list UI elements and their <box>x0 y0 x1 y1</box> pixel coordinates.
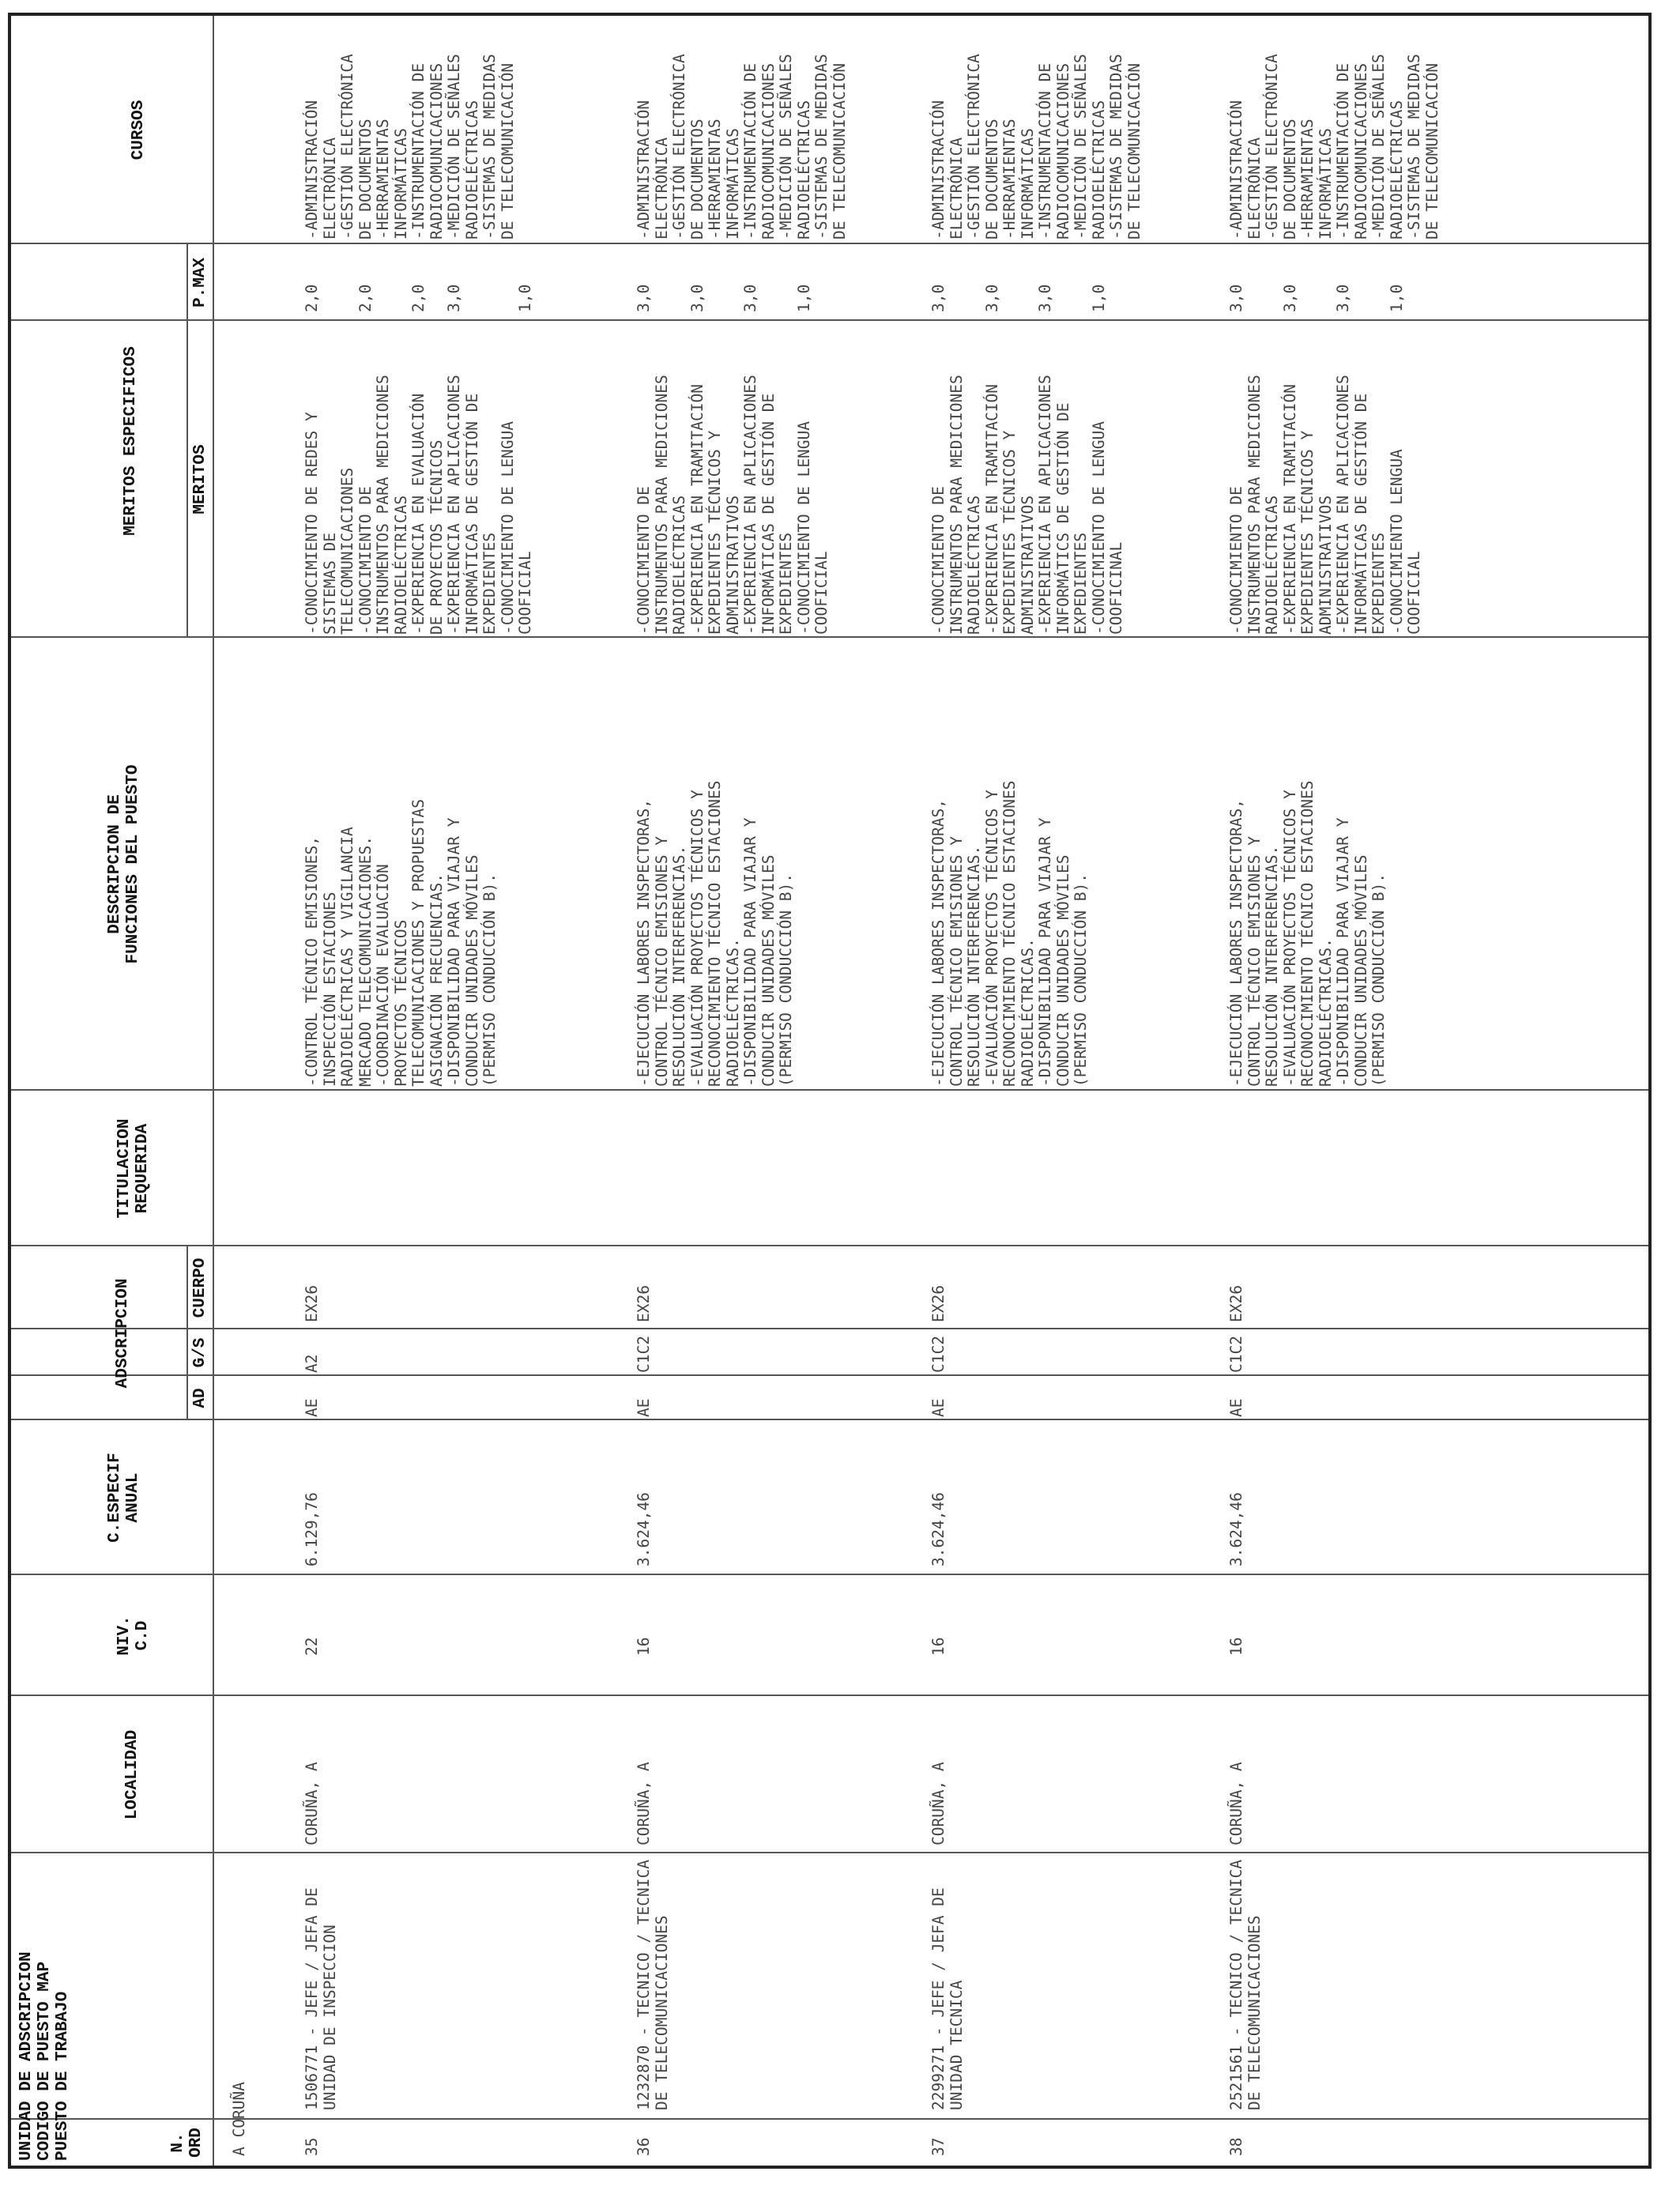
row-c-especif: 6.129,76 <box>303 1492 321 1566</box>
row-meritos: -CONOCIMIENTO DE INSTRUMENTOS PARA MEDICIONES RADIOELÉCTRICAS -EXPERIENCIA EN TRAMITACIÓN EXPEDIENTES TÉCNICOS Y ADMINISTRATIVOS -EXPERIENCIA EN APLICACIONES INFORMÁTICS DE GESTIÓN DE EXPEDIENTES -CONOCIMIENTO DE LENGUA COOFICINAL <box>929 375 1125 635</box>
row-puesto: 1506771 - JEFE / JEFA DE UNIDAD DE INSPECCION <box>303 1887 339 2110</box>
row-niv: 16 <box>635 1637 653 1656</box>
row-descripcion: -EJECUCIÓN LABORES INSPECTORAS, CONTROL TÉCNICO EMISIONES Y RESOLUCIÓN INTERFERENCIAS. -EVALUACIÓN PROYECTOS TÉCNICOS Y RECONOCIMIENTO TÉCNICO ESTACIONES RADIOELÉCTRICAS. -DISPONIBILIDAD PARA VIAJAR Y CONDUCIR UNIDADES MÓVILES (PERMISO CONDUCCIÓN B). <box>1227 780 1388 1087</box>
header-meritos-especificos: MERITOS ESPECIFICOS <box>122 346 140 536</box>
row-ord: 37 <box>929 2137 947 2156</box>
row-cuerpo: EX26 <box>929 1285 947 1322</box>
row-meritos: -CONOCIMIENTO DE INSTRUMENTOS PARA MEDICIONES RADIOELÉCTRICAS -EXPERIENCIA EN TRAMITACIÓN EXPEDIENTES TÉCNICOS Y ADMINISTRATIVOS -EXPERIENCIA EN APLICACIONES INFORMÁTICAS DE GESTIÓN DE EXPEDIENTES -CONOCIMIENTO DE LENGUA COOFICIAL <box>635 375 831 635</box>
col-divider <box>11 1329 1648 1330</box>
col-divider <box>11 1419 1648 1421</box>
row-cuerpo: EX26 <box>635 1285 653 1322</box>
header-titulacion: TITULACION REQUERIDA <box>115 1118 152 1219</box>
header-ad: AD <box>191 1388 209 1408</box>
row-ad: AE <box>635 1398 653 1417</box>
row-niv: 22 <box>303 1637 321 1656</box>
row-ad: AE <box>929 1398 947 1417</box>
row-meritos: -CONOCIMIENTO DE INSTRUMENTOS PARA MEDICIONES RADIOELÉCTRICAS -EXPERIENCIA EN TRAMITACIÓN EXPEDIENTES TÉCNICOS Y ADMINISTRATIVOS -EXPERIENCIA EN APLICACIONES INFORMÁTICAS DE GESTIÓN DE EXPEDIENTES -CONOCIMIENTO LENGUA COOFICIAL <box>1227 375 1423 635</box>
row-ad: AE <box>303 1398 321 1417</box>
row-niv: 16 <box>929 1637 947 1656</box>
row-localidad: CORUÑA, A <box>929 1762 947 1845</box>
row-descripcion: -EJECUCIÓN LABORES INSPECTORAS, CONTROL TÉCNICO EMISIONES Y RESOLUCIÓN INTERFERENCIAS. -EVALUACIÓN PROYECTOS TÉCNICOS Y RECONOCIMIENTO TÉCNICO ESTACIONES RADIOELÉCTRICAS. -DISPONIBILIDAD PARA VIAJAR Y CONDUCIR UNIDADES MÓVILES (PERMISO CONDUCCIÓN B). <box>929 780 1090 1087</box>
row-puesto: 2299271 - JEFE / JEFA DE UNIDAD TECNICA <box>929 1887 966 2110</box>
row-puesto: 2521561 - TECNICO / TECNICA DE TELECOMUNICACIONES <box>1227 1860 1264 2110</box>
meritos-subline <box>186 244 188 638</box>
row-cuerpo: EX26 <box>1227 1285 1245 1322</box>
row-pmax: 3,0 3,0 3,0 1,0 <box>929 284 1108 312</box>
row-gs: C1C2 <box>929 1336 947 1373</box>
header-adscripcion: ADSCRIPCION <box>114 1278 132 1389</box>
col-divider <box>11 1246 1648 1247</box>
row-descripcion: -EJECUCIÓN LABORES INSPECTORAS, CONTROL TÉCNICO EMISIONES Y RESOLUCIÓN INTERFERENCIAS. -EVALUACIÓN PROYECTOS TÉCNICOS Y RECONOCIMIENTO TÉCNICO ESTACIONES RADIOELÉCTRICAS. -DISPONIBILIDAD PARA VIAJAR Y CONDUCIR UNIDADES MÓVILES (PERMISO CONDUCCIÓN B). <box>635 780 795 1087</box>
row-meritos: -CONOCIMIENTO DE REDES Y SISTEMAS DE TELECOMUNICACIONES -CONOCIMIENTO DE INSTRUMENTOS PARA MEDICIONES RADIOELÉCTRICAS -EXPERIENCIA EN EVALUACIÓN DE PROYECTOS TÉCNICOS -EXPERIENCIA EN APLICACIONES INFORMÁTICAS DE GESTIÓN DE EXPEDIENTES -CONOCIMIENTO DE LENGUA COOFICIAL <box>303 375 534 635</box>
row-ord: 38 <box>1227 2137 1245 2156</box>
col-divider <box>11 1574 1648 1576</box>
header-descripcion: DESCRIPCION DE FUNCIONES DEL PUESTO <box>106 764 142 964</box>
row-gs: C1C2 <box>1227 1336 1245 1373</box>
row-gs: C1C2 <box>635 1336 653 1373</box>
row-gs: A2 <box>303 1354 321 1373</box>
header-gs: G/S <box>191 1337 209 1368</box>
col-divider <box>11 1853 1648 1854</box>
row-puesto: 1232870 - TECNICO / TECNICA DE TELECOMUNICACIONES <box>635 1860 671 2110</box>
table-frame <box>8 13 1652 2169</box>
col-divider <box>11 2119 1648 2120</box>
row-pmax: 2,0 2,0 2,0 3,0 1,0 <box>303 284 534 312</box>
row-ad: AE <box>1227 1398 1245 1417</box>
row-pmax: 3,0 3,0 3,0 1,0 <box>1227 284 1406 312</box>
row-niv: 16 <box>1227 1637 1245 1656</box>
header-meritos: MERITOS <box>191 444 209 515</box>
header-cursos: CURSOS <box>130 100 148 160</box>
row-cursos: -ADMINISTRACIÓN ELECTRÓNICA -GESTIÓN ELECTRÓNICA DE DOCUMENTOS -HERRAMIENTAS INFORMÁTICAS -INSTRUMENTACIÓN DE RADIOCOMUNICACIONES -MEDICIÓN DE SEÑALES RADIOELÉCTRICAS -SISTEMAS DE MEDIDAS DE TELECOMUNICACIÓN <box>303 54 517 239</box>
header-p-max: P.MAX <box>191 258 209 308</box>
header-n-ord: N. ORD <box>169 2128 205 2158</box>
row-c-especif: 3.624,46 <box>1227 1492 1245 1566</box>
header-c-especif: C.ESPECIF ANUAL <box>106 1453 142 1543</box>
row-cursos: -ADMINISTRACIÓN ELECTRÓNICA -GESTIÓN ELECTRÓNICA DE DOCUMENTOS -HERRAMIENTAS INFORMÁTICAS -INSTRUMENTACIÓN DE RADIOCOMUNICACIONES -MEDICIÓN DE SEÑALES RADIOELÉCTRICAS -SISTEMAS DE MEDIDAS DE TELECOMUNICACIÓN <box>1227 54 1441 239</box>
col-divider <box>11 320 1648 322</box>
row-localidad: CORUÑA, A <box>1227 1762 1245 1845</box>
row-pmax: 3,0 3,0 3,0 1,0 <box>635 284 813 312</box>
section-label: A CORUÑA <box>230 2082 248 2156</box>
col-divider <box>11 1695 1648 1697</box>
row-c-especif: 3.624,46 <box>929 1492 947 1566</box>
col-divider <box>11 1375 1648 1377</box>
header-bottom-line <box>213 16 214 2166</box>
adscripcion-subline <box>186 1246 188 1420</box>
row-cursos: -ADMINISTRACIÓN ELECTRÓNICA -GESTIÓN ELECTRÓNICA DE DOCUMENTOS -HERRAMIENTAS INFORMÁTICAS -INSTRUMENTACIÓN DE RADIOCOMUNICACIONES -MEDICIÓN DE SEÑALES RADIOELÉCTRICAS -SISTEMAS DE MEDIDAS DE TELECOMUNICACIÓN <box>635 54 849 239</box>
row-localidad: CORUÑA, A <box>303 1762 321 1845</box>
col-divider <box>11 1090 1648 1091</box>
row-localidad: CORUÑA, A <box>635 1762 653 1845</box>
row-ord: 36 <box>635 2137 653 2156</box>
row-c-especif: 3.624,46 <box>635 1492 653 1566</box>
row-cuerpo: EX26 <box>303 1285 321 1322</box>
header-cuerpo: CUERPO <box>191 1257 209 1318</box>
header-unidad <box>17 1857 72 2161</box>
header-localidad: LOCALIDAD <box>123 1729 141 1820</box>
header-niv: NIV. C.D <box>115 1615 152 1656</box>
col-divider <box>11 243 1648 245</box>
row-descripcion: -CONTROL TÉCNICO EMISIONES, INSPECCIÓN ESTACIONES RADIOELÉCTRICAS Y VIGILANCIA MERCADO TELECOMUNICACIONES. -COORDINACIÓN EVALUACIÓN PROYECTOS TÉCNICOS TELECOMUNICACIONES Y PROPUESTAS ASIGNACIÓN FRECUENCIAS. -DISPONIBILIDAD PARA VIAJAR Y CONDUCIR UNIDADES MÓVILES (PERMISO CONDUCCIÓN B). <box>303 799 499 1087</box>
header-unidad-text: UNIDAD DE ADSCRIPCION CODIGO DE PUESTO MAP PUESTO DE TRABAJO <box>17 1951 72 2161</box>
col-divider <box>11 637 1648 639</box>
row-cursos: -ADMINISTRACIÓN ELECTRÓNICA -GESTIÓN ELECTRÓNICA DE DOCUMENTOS -HERRAMIENTAS INFORMÁTICAS -INSTRUMENTACIÓN DE RADIOCOMUNICACIONES -MEDICIÓN DE SEÑALES RADIOELÉCTRICAS -SISTEMAS DE MEDIDAS DE TELECOMUNICACIÓN <box>929 54 1143 239</box>
row-ord: 35 <box>303 2137 321 2156</box>
